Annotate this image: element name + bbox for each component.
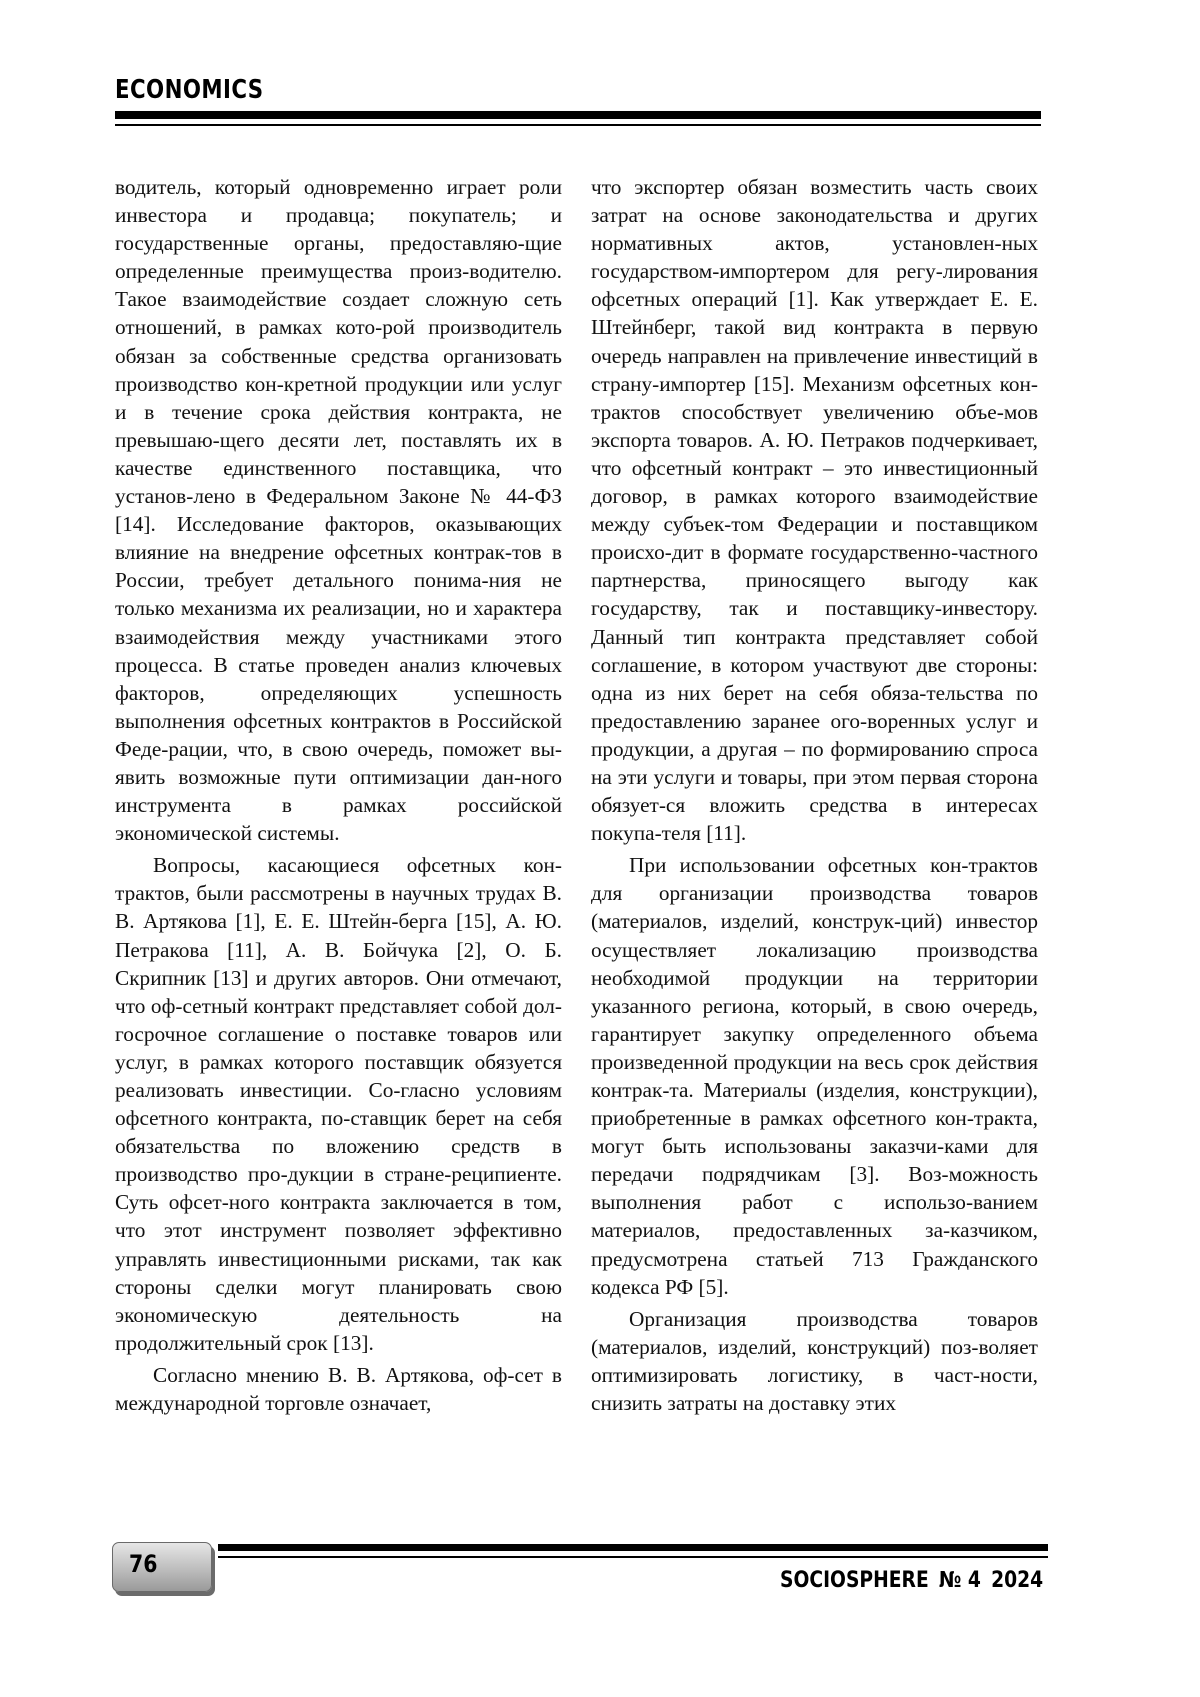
section-title: ECONOMICS xyxy=(115,75,264,105)
paragraph: Организация производства товаров (материалов, изделий, конструкций) поз-воляет оптимизировать логистику, в част-ности, снизить затраты на доставку этих xyxy=(591,1306,1038,1416)
paragraph: Согласно мнению В. В. Артякова, оф-сет в международной торговле означает, xyxy=(115,1362,562,1416)
paragraph: Вопросы, касающиеся офсетных кон-трактов, были рассмотрены в научных трудах В. В. Артякова [1], Е. Е. Штейн-берга [15], А. Ю. Петракова [11], А. В. Бойчука [2], О. Б. Скрипник [13] и других авторов. Они отмечают, что оф-сетный контракт представляет собой дол-госрочное соглашение о поставке товаров или услуг, в рамках которого поставщик обязуется реализовать инвестиции. Со-гласно условиям офсетного контракта, по-ставщик берет на себя обязательства по вложению средств в производство про-дукции в стране-реципиенте. Суть офсет-ного контракта заключается в том, что этот инструмент позволяет эффективно управлять инвестиционными рисками, так как стороны сделки могут планировать свою экономическую деятельность на продолжительный срок [13]. xyxy=(115,853,562,1355)
header-rule-thin xyxy=(115,124,1041,126)
issue-number: № 4 xyxy=(938,1568,981,1593)
paragraph: что экспортер обязан возместить часть своих затрат на основе законодательства и других нормативных актов, установлен-ных государством-импортером для регу-лирования офсетных операций [1]. Как утверждает Е. Е. Штейнберг, такой вид контракта в первую очередь направлен на привлечение инвестиций в страну-импортер [15]. Механизм офсетных кон-трактов способствует увеличению объе-мов экспорта товаров. А. Ю. Петраков подчеркивает, что офсетный контракт – это инвестиционный договор, в рамках которого взаимодействие между субъек-том Федерации и поставщиком происхо-дит в формате государственно-частного партнерства, приносящего выгоду как государству, так и поставщику-инвестору. Данный тип контракта представляет собой соглашение, в котором участвуют две стороны: одна из них берет на себя обяза-тельства по предоставлению заранее ого-воренных услуг и продукции, а другая – по формированию спроса на эти услуги и товары, при этом первая сторона обязует-ся вложить средства в интересах покупа-теля [11]. xyxy=(591,175,1038,846)
journal-name: SOCIOSPHERE xyxy=(780,1568,929,1593)
footer-rule-thick xyxy=(218,1544,1048,1551)
page-number-tab xyxy=(112,1542,212,1592)
footer-rule-thin xyxy=(218,1556,1048,1558)
right-column xyxy=(591,173,1038,1417)
header-rule-thick xyxy=(115,111,1041,119)
paragraph: При использовании офсетных кон-трактов для организации производства товаров (материалов, изделий, конструк-ций) инвестор осуществляет локализацию производства необходимой продукции на территории указанного региона, который, в свою очередь, гарантирует закупку определенного объема произведенной продукции на весь срок действия контрак-та. Материалы (изделия, конструкции), приобретенные в рамках офсетного кон-тракта, могут быть использованы заказчи-ками для передачи подрядчикам [3]. Воз-можность выполнения работ с использо-ванием материалов, предоставленных за-казчиком, предусмотрена статьей 713 Гражданского кодекса РФ [5]. xyxy=(591,853,1038,1299)
page-number: 76 xyxy=(129,1550,158,1578)
left-column xyxy=(115,173,562,1417)
journal-issue-line xyxy=(780,1568,1044,1593)
issue-year: 2024 xyxy=(991,1568,1044,1593)
paragraph: водитель, который одновременно играет роли инвестора и продавца; покупатель; и государственные органы, предоставляю-щие определенные преимущества произ-водителю. Такое взаимодействие создает сложную сеть отношений, в рамках кото-рой производитель обязан за собственные средства организовать производство кон-кретной продукции или услуг и в течение срока действия контракта, не превышаю-щего десяти лет, поставлять их в качестве единственного поставщика, что установ-лено в Федеральном Законе № 44-ФЗ [14]. Исследование факторов, оказывающих влияние на внедрение офсетных контрак-тов в России, требует детального понима-ния не только механизма их реализации, но и характера взаимодействия между участниками этого процесса. В статье проведен анализ ключевых факторов, определяющих успешность выполнения офсетных контрактов в Российской Феде-рации, что, в свою очередь, поможет вы-явить возможные пути оптимизации дан-ного инструмента в рамках российской экономической системы. xyxy=(115,175,562,846)
